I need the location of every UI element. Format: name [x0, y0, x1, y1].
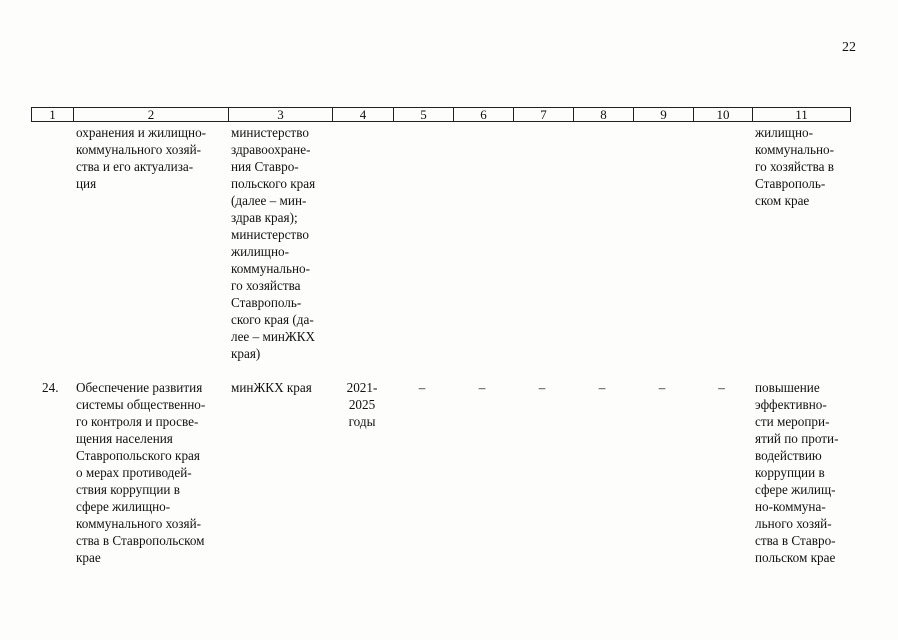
row-24-col11: повышение эффективно- сти меропри- ятий по проти- водействию коррупции в сфере жилищ- но-коммуна- льного хозяй- ства в Ставро- польском крае [755, 380, 839, 565]
continued-row-col3: министерство здравоохране- ния Ставро- польского края (далее – мин- здрав края); министерство жилищно- коммунально- го хозяйства Ставрополь- ского края (да- лее – минЖКХ края) [231, 125, 316, 361]
row-24-col2: Обеспечение развития системы общественно- го контроля и просве- щения населения Ставропольского края о мерах противодей- ствия коррупции в сфере жилищно- коммунального хозяй- ства в Ставропольском крае [76, 380, 206, 565]
continued-row-col2: охранения и жилищно- коммунального хозяй- ства и его актуализа- ция [76, 125, 207, 191]
continued-row-col11: жилищно- коммунально- го хозяйства в Ставрополь- ском крае [755, 125, 835, 208]
row-24-number: 24. [42, 380, 59, 395]
row-24-col6: – [478, 380, 486, 395]
header-col-1: 1 [32, 108, 74, 121]
row-24-col5: – [418, 380, 426, 395]
header-col-10: 10 [694, 108, 753, 121]
header-col-3: 3 [229, 108, 333, 121]
header-col-11: 11 [795, 107, 808, 122]
page-number: 22 [842, 40, 856, 55]
header-col-6: 6 [454, 108, 514, 121]
row-24-col9: – [658, 380, 666, 395]
row-24-col4: 2021- 2025 годы [346, 380, 378, 429]
header-col-9: 9 [634, 108, 694, 121]
row-24-col10: – [718, 380, 725, 395]
header-col-8: 8 [574, 108, 634, 121]
header-col-7: 7 [514, 108, 574, 121]
header-col-2: 2 [74, 108, 229, 121]
table-header-row [31, 107, 851, 122]
header-col-4: 4 [333, 108, 394, 121]
row-24-col8: – [598, 380, 606, 395]
header-col-5: 5 [394, 108, 454, 121]
row-24-col7: – [538, 380, 546, 395]
row-24-col3: минЖКХ края [231, 380, 312, 395]
